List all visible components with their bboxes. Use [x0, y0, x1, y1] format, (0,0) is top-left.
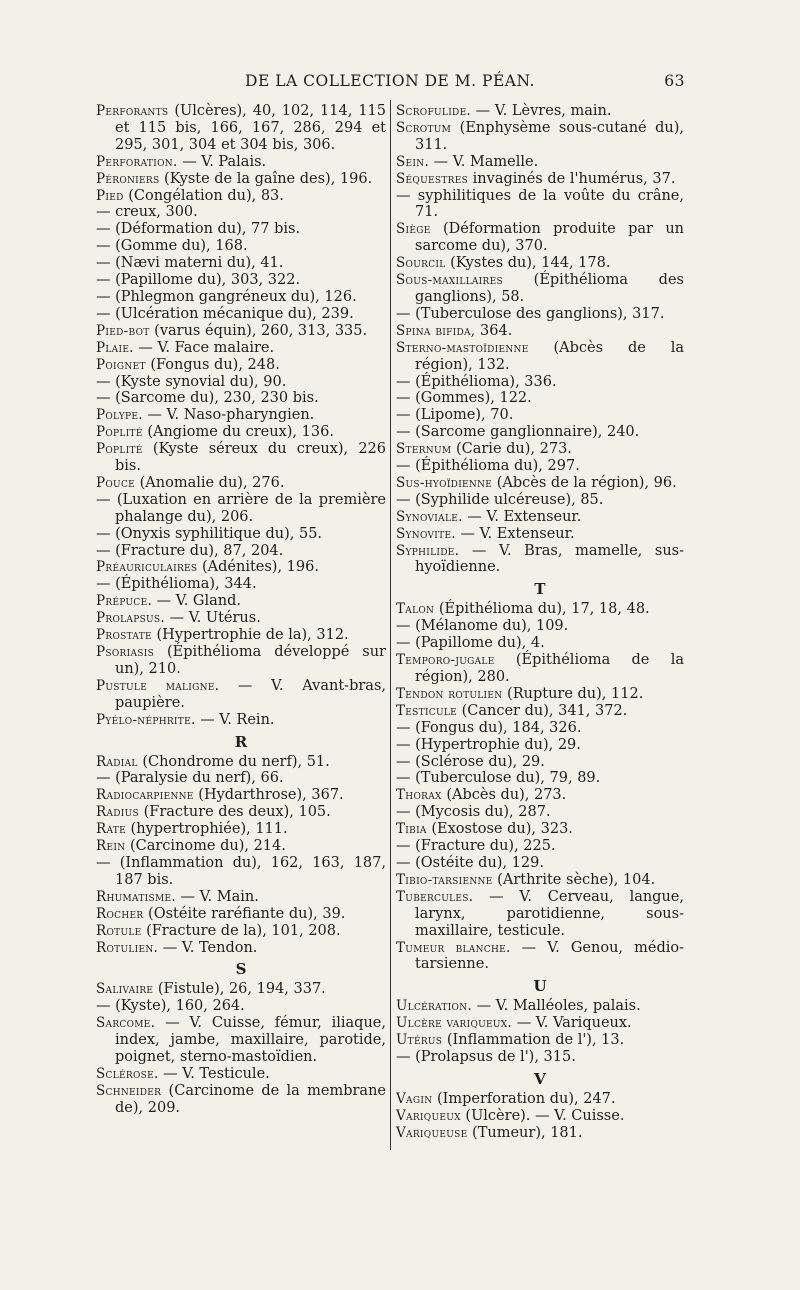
entry-heading: Ulcère variqueux.	[396, 1015, 513, 1032]
index-entry	[396, 635, 684, 652]
entry-heading: Poignet	[96, 356, 146, 373]
entry-heading: Poplité	[96, 424, 143, 441]
entry-text: — (Onyxis syphilitique du), 55.	[96, 525, 323, 542]
entry-text: (Anomalie du), 276.	[135, 474, 285, 491]
entry-heading: Rocher	[96, 905, 144, 922]
entry-text: — V. Palais.	[177, 153, 267, 170]
entry-text: — syphilitiques de la voûte du crâne, 71.	[396, 187, 684, 221]
index-entry	[396, 1032, 684, 1049]
entry-heading: Rotule	[96, 922, 142, 939]
entry-text: — V. Mamelle.	[429, 153, 539, 170]
entry-text: — V. Malléoles, palais.	[472, 998, 641, 1015]
index-entry	[96, 374, 386, 391]
entry-text: — (Gomme du), 168.	[96, 238, 248, 255]
entry-heading: Tubercules.	[396, 888, 474, 905]
index-entry	[96, 323, 386, 340]
entry-text: — (Tuberculose du), 79, 89.	[396, 770, 601, 787]
entry-heading: Sourcil	[396, 255, 446, 272]
index-entry	[96, 889, 386, 906]
entry-heading: Synovite.	[396, 525, 456, 542]
index-entry	[396, 458, 684, 475]
index-entry	[396, 838, 684, 855]
entry-text: (Hydarthrose), 367.	[193, 787, 344, 804]
entry-text: — V. Testicule.	[158, 1065, 270, 1082]
entry-heading: Tibio-tarsienne	[396, 871, 493, 888]
index-entry	[396, 543, 684, 577]
entry-text: — (Sarcome du), 230, 230 bis.	[96, 390, 319, 407]
entry-text: — V. Lèvres, main.	[471, 103, 612, 119]
entry-heading: Sus-hyoïdienne	[396, 474, 493, 491]
entry-heading: Plaie.	[96, 339, 134, 356]
section-letter: R	[234, 732, 248, 751]
entry-text: — (Fongus du), 184, 326.	[396, 719, 582, 736]
entry-text: — V. Extenseur.	[455, 525, 575, 542]
index-entry	[96, 559, 386, 576]
entry-heading: Tendon rotulien	[396, 685, 503, 702]
entry-heading: Séquestres	[396, 170, 469, 187]
index-entry	[396, 407, 684, 424]
entry-heading: Spina bifida,	[396, 322, 476, 339]
entry-heading: Rotulien.	[96, 939, 159, 956]
entry-text: (Épithélioma du), 17, 18, 48.	[434, 601, 650, 618]
index-entry	[96, 906, 386, 923]
entry-text: — (Luxation en arrière de la première phalange du), 206.	[96, 491, 386, 525]
entry-text: (Hypertrophie de la), 312.	[151, 627, 349, 644]
entry-text: 364.	[475, 322, 513, 339]
index-entry	[96, 424, 386, 441]
index-entry	[396, 492, 684, 509]
entry-text: (Rupture du), 112.	[502, 685, 644, 702]
index-entry	[96, 610, 386, 627]
entry-text: — V. Tendon.	[158, 939, 258, 956]
index-entry	[396, 998, 684, 1015]
index-entry	[396, 374, 684, 391]
index-entry	[396, 1125, 684, 1142]
index-entry	[396, 652, 684, 686]
entry-heading: Perforation.	[96, 153, 178, 170]
entry-heading: Vagin	[396, 1090, 433, 1107]
index-column-left	[96, 103, 386, 1117]
entry-heading: Syphilide.	[396, 542, 460, 559]
entry-heading: Synoviale.	[396, 508, 463, 525]
entry-text: — V. Rein.	[195, 711, 275, 728]
index-entry	[396, 686, 684, 703]
entry-text: (Carie du), 273.	[451, 441, 572, 458]
entry-text: — (Fracture du), 87, 204.	[96, 542, 284, 559]
index-entry	[396, 720, 684, 737]
entry-heading: Psoriasis	[96, 644, 155, 660]
entry-text: (Imperforation du), 247.	[432, 1090, 616, 1107]
entry-heading: Sterno-mastoïdienne	[396, 339, 529, 356]
entry-heading: Péroniers	[96, 170, 160, 187]
entry-text: — (Papillome du), 4.	[396, 635, 545, 652]
index-entry	[96, 712, 386, 729]
entry-text: (Fracture de la), 101, 208.	[141, 922, 341, 939]
index-entry	[396, 821, 684, 838]
index-entry	[96, 804, 386, 821]
index-entry	[396, 889, 684, 940]
index-entry	[396, 1049, 684, 1066]
running-head-title: DE LA COLLECTION DE M. PÉAN.	[245, 72, 535, 90]
entry-text: (Ulcères), 40, 102, 114, 115 et 115 bis, 166, 167, 286, 294 et 295, 301, 304 et 304 bis, 306.	[115, 103, 386, 153]
section-letter: U	[533, 977, 547, 996]
index-entry	[396, 255, 684, 272]
section-letter: V	[534, 1069, 546, 1088]
entry-text: — (Mélanome du), 109.	[396, 618, 569, 635]
entry-text: — (Phlegmon gangréneux du), 126.	[96, 288, 357, 305]
entry-heading: Testicule	[396, 702, 458, 719]
entry-text: — (Syphilide ulcéreuse), 85.	[396, 491, 604, 508]
entry-text: (hypertrophiée), 111.	[125, 821, 288, 838]
entry-text: (Déformation produite par un sarcome du), 370.	[415, 221, 684, 255]
entry-text: (Exostose du), 323.	[426, 821, 573, 838]
index-entry	[96, 289, 386, 306]
index-entry	[96, 923, 386, 940]
entry-text: (Carcinome du), 214.	[125, 838, 286, 855]
index-entry	[396, 188, 684, 222]
entry-text: — (Tuberculose des ganglions), 317.	[396, 305, 665, 322]
entry-text: — (Prolapsus de l'), 315.	[396, 1049, 576, 1066]
index-entry	[396, 171, 684, 188]
entry-heading: Perforants	[96, 103, 169, 119]
index-entry	[96, 787, 386, 804]
entry-heading: Scrotum	[396, 119, 452, 136]
entry-text: (Tumeur), 181.	[467, 1124, 583, 1141]
entry-text: (Ulcère). — V. Cuisse.	[460, 1107, 625, 1124]
entry-text: — V. Utérus.	[164, 610, 261, 627]
entry-text: (varus équin), 260, 313, 335.	[149, 322, 368, 339]
index-entry	[396, 154, 684, 171]
entry-heading: Siège	[396, 221, 431, 238]
entry-text: (Kyste de la gaîne des), 196.	[159, 170, 373, 187]
index-entry	[96, 171, 386, 188]
entry-text: (Inflammation de l'), 13.	[442, 1032, 625, 1049]
section-letter: T	[534, 580, 546, 599]
entry-text: — (Sclérose du), 29.	[396, 753, 545, 770]
index-entry	[396, 940, 684, 974]
index-entry	[396, 872, 684, 889]
index-entry	[396, 703, 684, 720]
index-column-right	[396, 103, 684, 1142]
index-entry	[96, 272, 386, 289]
entry-text: — V. Gland.	[152, 593, 242, 610]
entry-text: — (Hypertrophie du), 29.	[396, 736, 581, 753]
index-entry	[396, 103, 684, 120]
entry-heading: Radial	[96, 753, 138, 770]
entry-text: — (Paralysie du nerf), 66.	[96, 770, 284, 787]
index-entry	[96, 1066, 386, 1083]
entry-heading: Sternum	[396, 441, 452, 458]
entry-text: — (Déformation du), 77 bis.	[96, 221, 301, 238]
index-entry	[96, 838, 386, 855]
index-entry	[96, 204, 386, 221]
entry-text: — (Nævi materni du), 41.	[96, 255, 284, 272]
index-entry	[96, 526, 386, 543]
entry-heading: Variqueux	[396, 1107, 461, 1124]
entry-heading: Schneider	[96, 1082, 162, 1099]
entry-text: — (Fracture du), 225.	[396, 838, 556, 855]
entry-text: — V. Face malaire.	[133, 339, 275, 356]
entry-text: (Congélation du), 83.	[123, 187, 284, 204]
entry-heading: Prostate	[96, 627, 152, 644]
index-entry	[96, 103, 386, 154]
entry-text: (Abcès de la région), 96.	[492, 474, 677, 491]
entry-heading: Sein.	[396, 153, 430, 170]
entry-text: (Arthrite sèche), 104.	[492, 871, 656, 888]
entry-heading: Utérus	[396, 1032, 443, 1049]
entry-text: — V. Naso-pharyngien.	[142, 407, 315, 424]
entry-heading: Radius	[96, 804, 139, 821]
entry-heading: Pouce	[96, 474, 136, 491]
index-entry	[96, 1083, 386, 1117]
entry-text: (Chondrome du nerf), 51.	[137, 753, 330, 770]
index-entry	[396, 221, 684, 255]
entry-text: — (Mycosis du), 287.	[396, 804, 551, 821]
entry-text: — (Papillome du), 303, 322.	[96, 272, 301, 289]
entry-heading: Temporo-jugale	[396, 652, 495, 669]
index-entry	[96, 221, 386, 238]
entry-text: — (Lipome), 70.	[396, 407, 514, 424]
entry-text: (Épithélioma des ganglions), 58.	[415, 272, 684, 305]
entry-text: — V. Genou, médio-tarsienne.	[415, 939, 684, 973]
entry-text: — V. Bras, mamelle, sus-hyoïdienne.	[415, 542, 684, 576]
index-entry	[396, 737, 684, 754]
entry-text: — (Ulcération mécanique du), 239.	[96, 305, 354, 322]
entry-heading: Tibia	[396, 821, 427, 838]
index-entry	[396, 120, 684, 154]
entry-heading: Pied-bot	[96, 322, 150, 339]
index-entry	[96, 340, 386, 357]
index-entry	[96, 441, 386, 475]
index-entry	[396, 509, 684, 526]
entry-heading: Talon	[396, 601, 435, 618]
entry-heading: Thorax	[396, 787, 442, 804]
index-entry	[96, 821, 386, 838]
index-entry	[96, 754, 386, 771]
entry-text: (Angiome du creux), 136.	[142, 424, 334, 441]
entry-text: — creux, 300.	[96, 204, 198, 221]
index-entry	[396, 1108, 684, 1125]
index-entry	[96, 188, 386, 205]
index-entry	[396, 390, 684, 407]
index-entry	[96, 255, 386, 272]
index-entry	[396, 804, 684, 821]
entry-text: (Cancer du), 341, 372.	[457, 702, 628, 719]
entry-text: (Kyste séreux du creux), 226 bis.	[115, 441, 386, 475]
index-entry	[96, 306, 386, 323]
page-number: 63	[664, 72, 685, 90]
entry-text: (Enphysème sous-cutané du), 311.	[415, 119, 684, 153]
index-entry	[96, 238, 386, 255]
entry-heading: Scrofulide.	[396, 103, 472, 119]
entry-heading: Sarcome.	[96, 1015, 156, 1032]
entry-text: invaginés de l'humérus, 37.	[468, 170, 676, 187]
index-entry	[396, 424, 684, 441]
index-entry	[96, 627, 386, 644]
entry-text: (Kystes du), 144, 178.	[445, 255, 611, 272]
index-entry	[396, 526, 684, 543]
entry-text: — (Épithélioma), 336.	[396, 373, 557, 390]
entry-heading: Variqueuse	[396, 1124, 468, 1141]
entry-text: (Abcès de la région), 132.	[415, 339, 684, 373]
entry-heading: Poplité	[96, 441, 143, 458]
index-entry	[396, 754, 684, 771]
entry-heading: Pustule maligne.	[96, 677, 220, 694]
entry-heading: Rate	[96, 821, 126, 838]
index-entry	[96, 644, 386, 678]
index-entry	[96, 770, 386, 787]
entry-heading: Sclérose.	[96, 1065, 159, 1082]
index-entry	[396, 618, 684, 635]
index-entry	[396, 272, 684, 306]
entry-text: — (Kyste synovial du), 90.	[96, 373, 287, 390]
entry-heading: Sous-maxillaires	[396, 272, 503, 289]
entry-text: — (Sarcome ganglionnaire), 240.	[396, 424, 640, 441]
entry-heading: Prépuce.	[96, 593, 153, 610]
entry-heading: Pied	[96, 187, 124, 204]
entry-heading: Tumeur blanche.	[396, 939, 511, 956]
index-entry	[396, 787, 684, 804]
entry-text: — V. Avant-bras, paupière.	[115, 677, 386, 711]
entry-text: — V. Cuisse, fémur, iliaque, index, jambe, maxillaire, parotide, poignet, sterno-mastoïdien.	[115, 1015, 386, 1066]
entry-heading: Rhumatisme.	[96, 888, 176, 905]
entry-text: (Abcès du), 273.	[441, 787, 567, 804]
entry-text: (Épithélioma développé sur un), 210.	[115, 644, 386, 677]
index-entry	[96, 576, 386, 593]
entry-text: (Fracture des deux), 105.	[139, 804, 331, 821]
index-entry	[396, 323, 684, 340]
entry-text: (Ostéite raréfiante du), 39.	[143, 905, 346, 922]
entry-text: (Adénites), 196.	[197, 559, 319, 576]
index-entry	[96, 1015, 386, 1066]
entry-text: (Fongus du), 248.	[145, 356, 280, 373]
entry-heading: Prolapsus.	[96, 610, 165, 627]
index-entry	[96, 154, 386, 171]
entry-text: — (Gommes), 122.	[396, 390, 532, 407]
index-entry	[396, 441, 684, 458]
entry-text: — (Ostéite du), 129.	[396, 854, 544, 871]
entry-heading: Rein	[96, 838, 126, 855]
entry-text: — (Épithélioma du), 297.	[396, 458, 580, 475]
index-entry	[96, 475, 386, 492]
index-entry	[96, 543, 386, 560]
entry-heading: Polype.	[96, 407, 143, 424]
index-entry	[396, 306, 684, 323]
index-entry	[96, 492, 386, 526]
index-entry	[396, 770, 684, 787]
entry-heading: Préauriculaires	[96, 559, 198, 576]
index-entry	[96, 678, 386, 712]
entry-text: — (Kyste), 160, 264.	[96, 998, 245, 1015]
index-entry	[96, 390, 386, 407]
index-entry	[96, 998, 386, 1015]
index-entry	[396, 855, 684, 872]
index-entry	[96, 981, 386, 998]
index-entry	[396, 1015, 684, 1032]
entry-text: (Carcinome de la membrane de), 209.	[115, 1082, 386, 1116]
index-entry	[396, 340, 684, 374]
column-divider	[390, 100, 391, 1150]
index-entry	[96, 855, 386, 889]
entry-text: — V. Main.	[175, 888, 259, 905]
entry-text: — (Épithélioma), 344.	[96, 576, 257, 593]
section-letter: S	[235, 960, 247, 979]
index-entry	[96, 593, 386, 610]
entry-heading: Pyélo-néphrite.	[96, 711, 196, 728]
entry-heading: Radiocarpienne	[96, 787, 194, 804]
entry-heading: Ulcération.	[396, 998, 472, 1015]
entry-text: — (Inflammation du), 162, 163, 187, 187 bis.	[96, 854, 386, 888]
index-entry	[396, 1091, 684, 1108]
index-entry	[396, 475, 684, 492]
entry-text: (Épithélioma de la région), 280.	[415, 652, 684, 685]
index-entry	[96, 407, 386, 424]
index-entry	[96, 940, 386, 957]
index-entry	[396, 601, 684, 618]
entry-text: — V. Variqueux.	[512, 1015, 632, 1032]
entry-text: (Fistule), 26, 194, 337.	[153, 981, 326, 998]
index-entry	[96, 357, 386, 374]
entry-text: — V. Extenseur.	[462, 508, 582, 525]
entry-text: — V. Cerveau, langue, larynx, parotidienne, sous-maxillaire, testicule.	[415, 888, 684, 939]
entry-heading: Salivaire	[96, 981, 154, 998]
